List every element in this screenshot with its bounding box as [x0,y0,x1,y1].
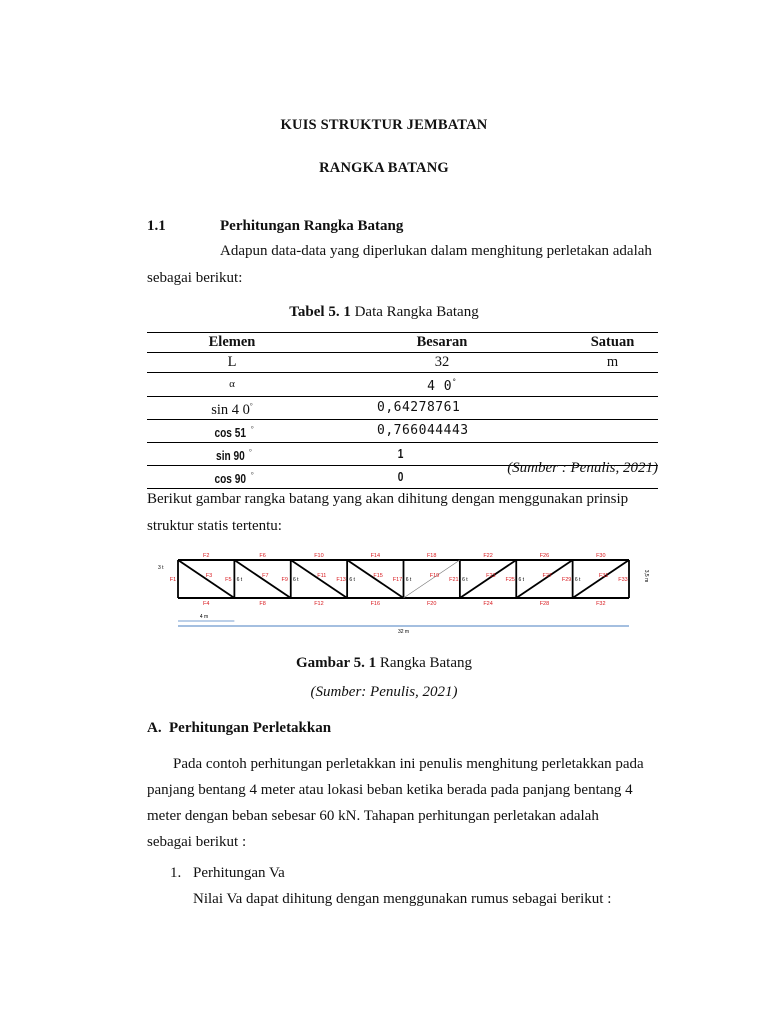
top-member-label: F26 [539,553,550,559]
table-row [147,419,658,442]
table-caption-text: Data Rangka Batang [354,304,479,320]
cell-besaran: 1 [317,442,567,465]
figure-caption-number: Gambar 5. 1 [296,655,377,671]
cell-satuan [567,372,658,396]
cell-satuan [567,396,658,419]
span-dimension: 32 m [397,629,410,635]
table-row [147,396,658,419]
vertical-member-label: F5 [225,577,232,583]
cell-satuan [567,419,658,442]
document-subtitle: RANGKA BATANG [319,160,449,176]
intro-line-1: Adapun data-data yang diperlukan dalam menghitung perletakan adalah [220,243,652,259]
diagonal-member-label: F3 [205,573,213,579]
cell-elemen: sin 4 0° [147,396,317,419]
figure-caption-text: Rangka Batang [379,655,472,671]
panel-dimension: 4 m [199,614,209,620]
table-header-row [147,333,658,353]
load-label: 6 t [574,577,581,583]
load-label: 6 t [462,577,468,583]
cell-besaran: 32 [317,352,567,372]
cell-elemen: L [147,352,317,372]
cell-elemen: α [147,372,317,396]
load-label: 6 t [292,577,299,583]
cell-besaran: 0,766044443 [317,419,567,442]
cell-besaran: 0 [317,465,567,488]
vertical-member-label: F21 [449,577,459,583]
intro-line-2: sebagai berikut: [147,270,243,286]
top-member-label: F10 [314,553,324,559]
diagonal-member-label: F11 [317,573,327,579]
header-besaran: Besaran [317,333,567,353]
header-elemen: Elemen [147,333,317,353]
diagonal-member-label: F7 [262,573,269,579]
cell-elemen: sin 90 ° [147,442,317,465]
diagonal-member-label: F27 [542,573,552,579]
vertical-member-label: F25 [505,577,515,583]
figure-intro-line-2: struktur statis tertentu: [147,518,282,534]
cell-elemen: cos 51 ° [147,419,317,442]
section-a-para-line-2: panjang bentang 4 meter atau lokasi beban ketika berada pada panjang bentang 4 [147,782,633,798]
cell-elemen: cos 90 ° [147,465,317,488]
list-item-text: Nilai Va dapat dihitung dengan menggunakan rumus sebagai berikut : [193,891,612,907]
truss-members [178,560,629,626]
figure-intro-line-1: Berikut gambar rangka batang yang akan dihitung dengan menggunakan prinsip [147,491,629,507]
section-a-heading: Perhitungan Perletakkan [169,720,332,736]
load-label: 6 t [405,577,412,583]
document-title: KUIS STRUKTUR JEMBATAN [280,117,488,133]
diagonal-member-label: F15 [373,573,383,579]
section-a-para-line-3: meter dengan beban sebesar 60 kN. Tahapan perhitungan perletakan adalah [147,808,599,824]
section-heading: Perhitungan Rangka Batang [220,218,404,234]
vertical-member-label: F17 [392,577,403,583]
table-row [147,352,658,372]
diagonal-member-label: F19 [429,573,440,579]
list-item-title: Perhitungan Va [193,865,285,881]
cell-satuan: m [567,352,658,372]
section-a-label: A. [147,720,162,736]
section-number: 1.1 [147,218,166,234]
cell-besaran: 4 0° [317,372,567,396]
load-label: 6 t [236,577,243,583]
bottom-member-label: F12 [314,601,324,607]
load-label-left: 3 t [158,565,164,571]
load-label: 6 t [349,577,355,583]
table-caption [0,298,768,326]
height-dimension: 3,5 m [643,569,649,583]
top-member-label: F18 [426,553,437,559]
list-item-number: 1. [170,865,182,881]
table-row [147,372,658,396]
vertical-member-label: F9 [281,577,288,583]
top-member-label: F14 [370,553,381,559]
top-member-label: F30 [596,553,606,559]
figure-caption [0,649,768,677]
bottom-member-label: F24 [483,601,493,607]
table-caption-number: Tabel 5. 1 [289,304,351,320]
truss-diagram [145,546,660,641]
bottom-member-label: F4 [202,601,210,607]
bottom-member-label: F32 [596,601,606,607]
header-satuan: Satuan [567,333,658,353]
vertical-member-label: F1 [169,577,177,583]
vertical-member-label: F13 [336,577,346,583]
figure-source: (Sumber: Penulis, 2021) [310,684,458,700]
diagonal-member-label: F23 [486,573,496,579]
load-label: 6 t [518,577,525,583]
table-source: (Sumber : Penulis, 2021) [507,460,658,476]
bottom-member-label: F8 [259,601,266,607]
vertical-member-label: F33 [618,577,628,583]
bottom-member-label: F28 [539,601,550,607]
section-a-para-line-1: Pada contoh perhitungan perletakkan ini penulis menghitung perletakkan pada [173,756,644,772]
vertical-member-label: F29 [561,577,572,583]
section-a-para-line-4: sebagai berikut : [147,834,247,850]
cell-besaran: 0,64278761 [317,396,567,419]
bottom-member-label: F16 [370,601,381,607]
bottom-member-label: F20 [426,601,437,607]
top-member-label: F2 [202,553,210,559]
diagonal-member-label: F31 [598,573,609,579]
top-member-label: F22 [483,553,493,559]
top-member-label: F6 [259,553,266,559]
